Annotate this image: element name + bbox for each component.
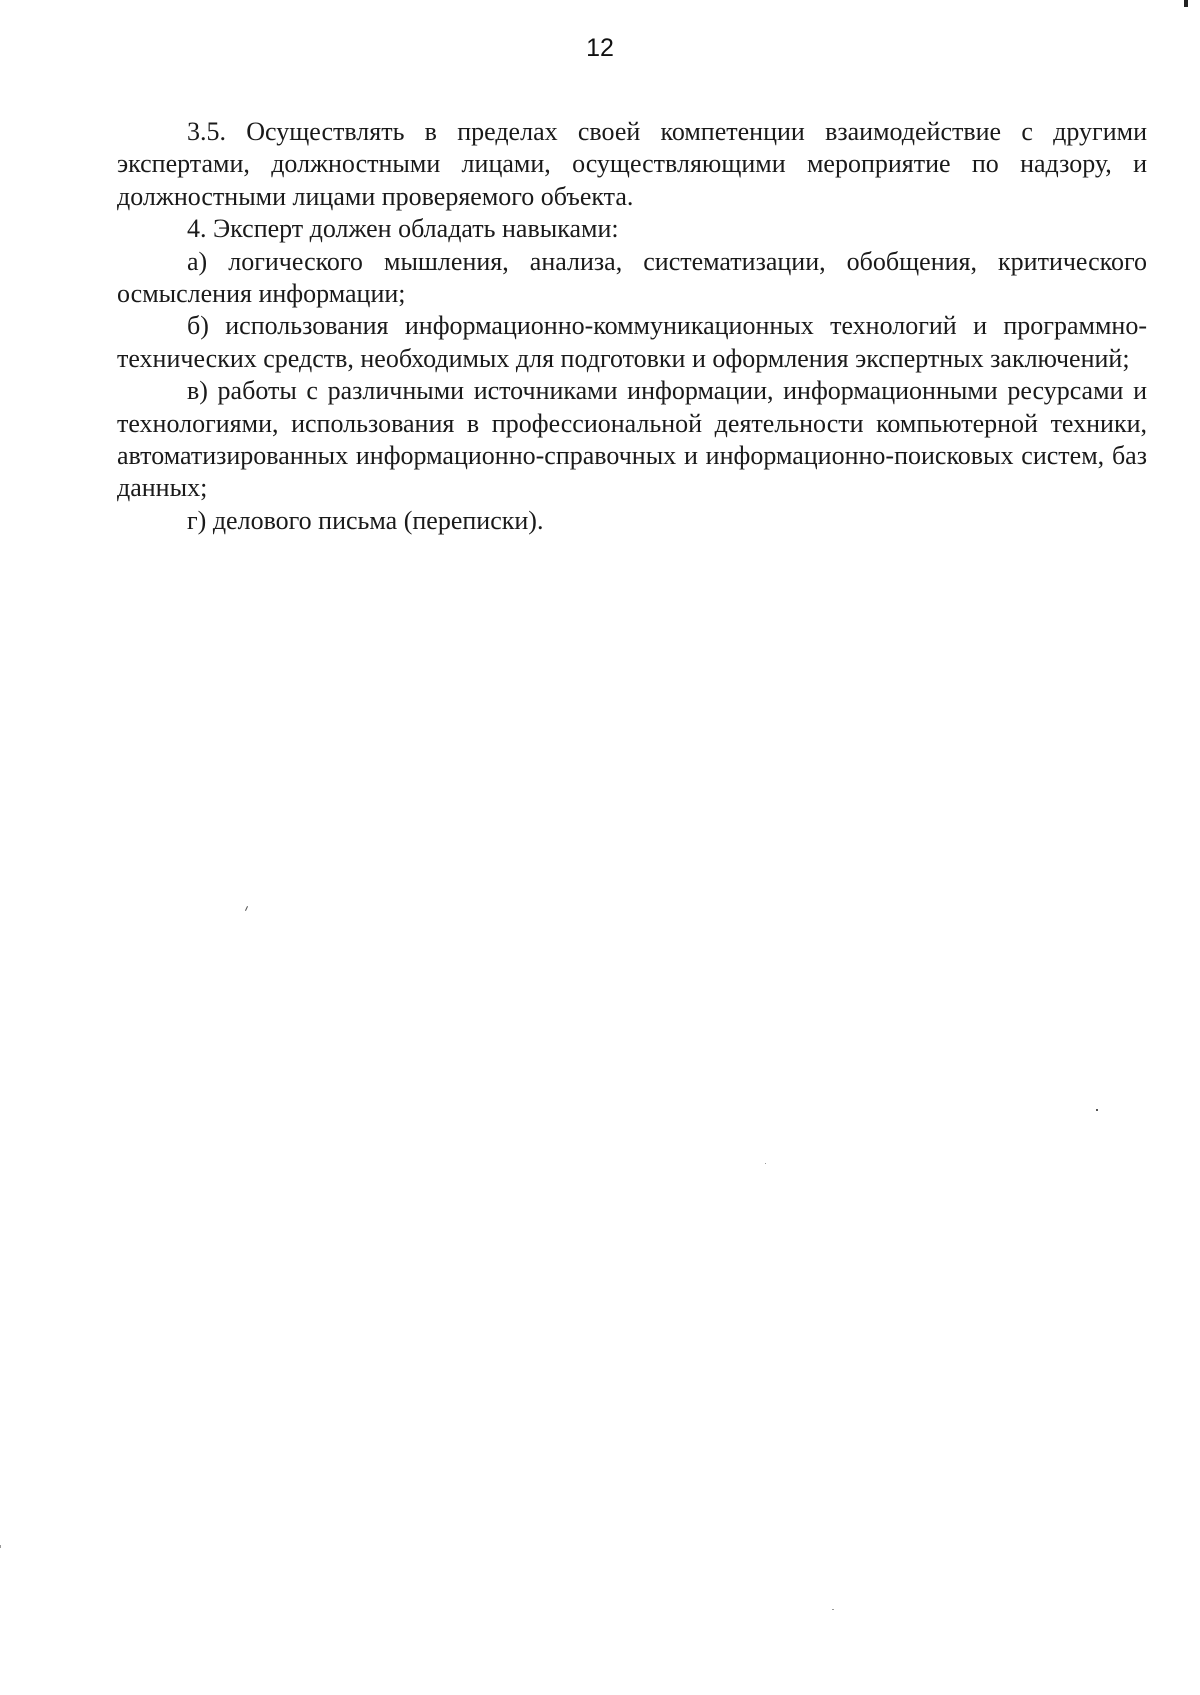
paragraph-4-b: б) использования информационно-коммуникационных технологий и программно-технических средств, необходимых для подготовки и оформления экспертных заключений; (117, 311, 1147, 373)
document-body (117, 116, 1147, 537)
paragraph-4-g: г) делового письма (переписки). (187, 505, 544, 535)
page-number: 12 (586, 34, 614, 62)
paragraph-4-a: а) логического мышления, анализа, систематизации, обобщения, критического осмысления информации; (117, 246, 1147, 309)
paragraph-4: 4. Эксперт должен обладать навыками: (187, 214, 619, 244)
scan-speck (765, 1163, 766, 1164)
scan-speck (1184, 0, 1188, 7)
scan-speck (1096, 1109, 1098, 1111)
paragraph-3-5: 3.5. Осуществлять в пределах своей компетенции взаимодействие с другими экспертами, должностными лицами, осуществляющими мероприятие по надзору, и должностными лицами проверяемого объекта. (117, 117, 1147, 211)
paragraph-4-v: в) работы с различными источниками информации, информационными ресурсами и технологиями, использования в профессиональной деятельности компьютерной техники, автоматизированных информационно-справочных и информационно-поисковых систем, баз данных; (117, 376, 1147, 503)
scan-speck (832, 1609, 834, 1610)
scan-speck (0, 1545, 1, 1548)
scan-speck (245, 906, 248, 911)
